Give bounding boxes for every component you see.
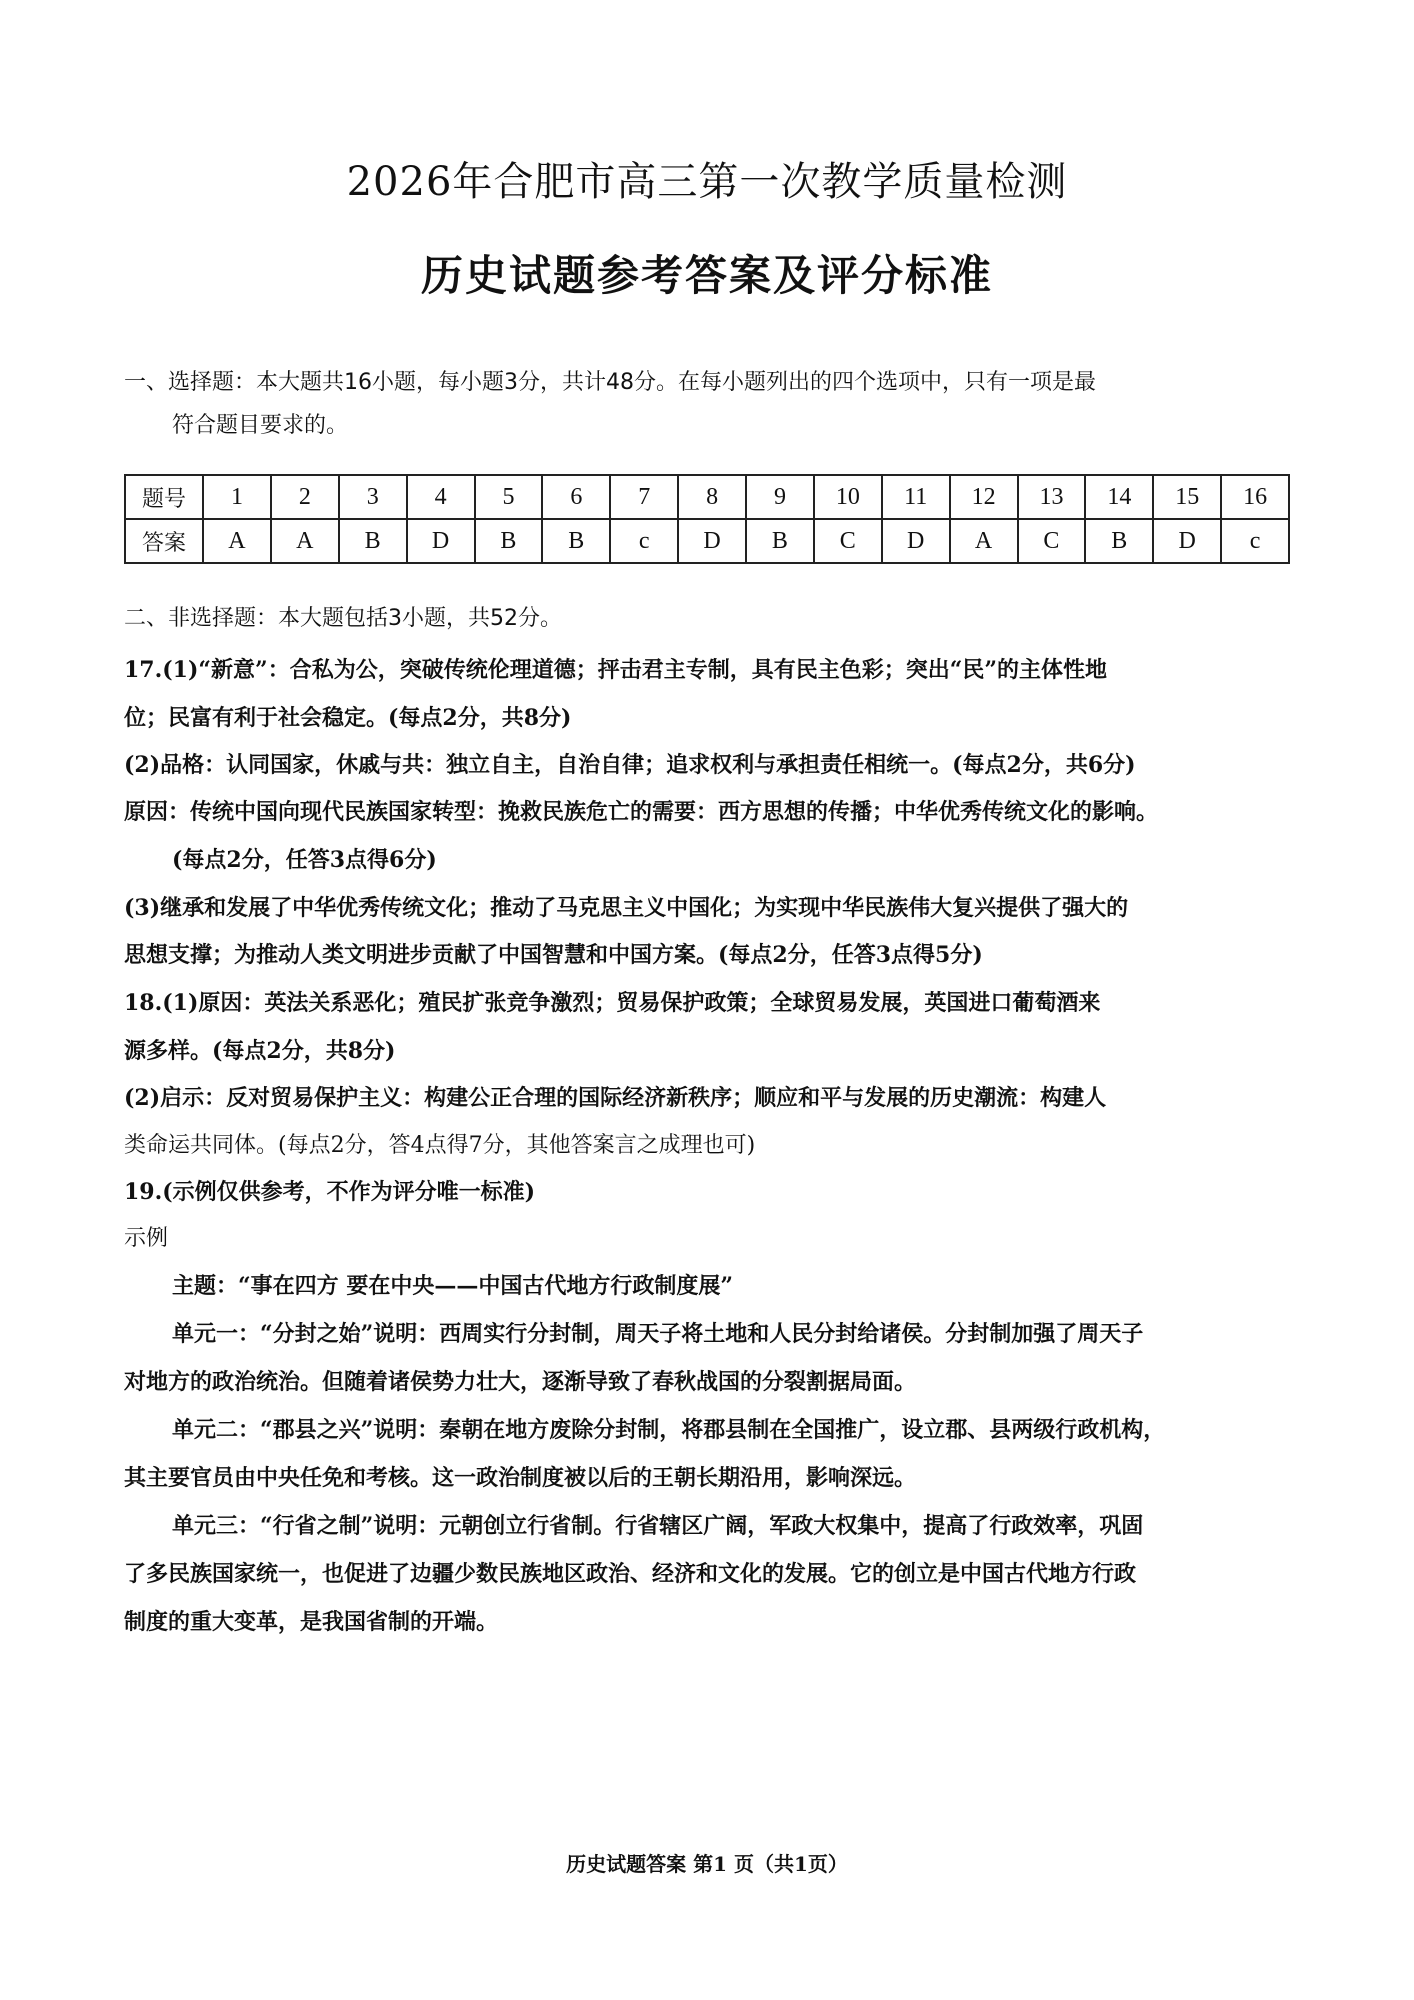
q17-line: 17.(1)“新意”：合私为公，突破传统伦理道德；抨击君主专制，具有民主色彩；突出“民”的主体性地 (124, 657, 1108, 683)
section1-intro: 一、选择题：本大题共16小题，每小题3分，共计48分。在每小题列出的四个选项中，只有一项是最 (124, 370, 1096, 395)
section2-intro: 二、非选择题：本大题包括3小题，共52分。 (124, 606, 562, 631)
q19-example-label: 示例 (124, 1226, 169, 1251)
answer-cell: B (746, 519, 814, 563)
question-number: 10 (814, 475, 882, 519)
q17-line: 位；民富有利于社会稳定。(每点2分，共8分) (124, 705, 572, 731)
answer-cell: B (1085, 519, 1153, 563)
question-number: 15 (1153, 475, 1221, 519)
answer-cell: A (203, 519, 271, 563)
question-number: 6 (542, 475, 610, 519)
question-number: 13 (1018, 475, 1086, 519)
q17-line: 思想支撑；为推动人类文明进步贡献了中国智慧和中国方案。(每点2分，任答3点得5分) (124, 942, 983, 968)
answer-cell: D (407, 519, 475, 563)
q19-unit-line: 单元二：“郡县之兴”说明：秦朝在地方废除分封制，将郡县制在全国推广，设立郡、县两级行政机构， (172, 1417, 1166, 1443)
q17-line: 原因：传统中国向现代民族国家转型：挽救民族危亡的需要：西方思想的传播；中华优秀传统文化的影响。 (124, 799, 1159, 825)
question-number: 11 (882, 475, 950, 519)
q17-line: (3)继承和发展了中华优秀传统文化；推动了马克思主义中国化；为实现中华民族伟大复兴提供了强大的 (124, 895, 1129, 921)
q19-unit-line: 对地方的政治统治。但随着诸侯势力壮大，逐渐导致了春秋战国的分裂割据局面。 (124, 1369, 917, 1395)
answer-table-number-row (125, 475, 1289, 519)
q17-line: (2)品格：认同国家，休戚与共：独立自主，自治自律；追求权利与承担责任相统一。(每点2分，共6分) (124, 752, 1136, 778)
q19-unit-line: 了多民族国家统一，也促进了边疆少数民族地区政治、经济和文化的发展。它的创立是中国古代地方行政 (124, 1561, 1137, 1587)
answer-cell: A (271, 519, 339, 563)
answer-cell: D (678, 519, 746, 563)
answer-cell: B (475, 519, 543, 563)
question-number: 2 (271, 475, 339, 519)
q17-line: (每点2分，任答3点得6分) (172, 847, 437, 873)
q19-theme: 主题：“事在四方 要在中央——中国古代地方行政制度展” (172, 1273, 733, 1299)
answer-cell: C (814, 519, 882, 563)
question-number: 12 (950, 475, 1018, 519)
q19-unit-line: 单元一：“分封之始”说明：西周实行分封制，周天子将土地和人民分封给诸侯。分封制加强了周天子 (172, 1321, 1144, 1347)
answer-cell: D (1153, 519, 1221, 563)
answer-cell: B (339, 519, 407, 563)
answer-table-answer-row (125, 519, 1289, 563)
q18-line: 类命运共同体。(每点2分，答4点得7分，其他答案言之成理也可) (124, 1133, 756, 1158)
q19-unit-line: 其主要官员由中央任免和考核。这一政治制度被以后的王朝长期沿用，影响深远。 (124, 1465, 917, 1491)
question-number: 4 (407, 475, 475, 519)
row-label-number: 题号 (125, 475, 203, 519)
answer-cell: C (1018, 519, 1086, 563)
exam-title: 2026年合肥市高三第一次教学质量检测 (346, 159, 1068, 205)
question-number: 1 (203, 475, 271, 519)
answer-table (124, 474, 1290, 564)
row-label-answer: 答案 (125, 519, 203, 563)
answer-cell: D (882, 519, 950, 563)
answer-cell: A (950, 519, 1018, 563)
q18-line: 18.(1)原因：英法关系恶化；殖民扩张竞争激烈；贸易保护政策；全球贸易发展，英国进口葡萄酒来 (124, 990, 1101, 1016)
question-number: 3 (339, 475, 407, 519)
question-number: 9 (746, 475, 814, 519)
page-footer: 历史试题答案 第1 页（共1页） (566, 1852, 848, 1876)
q18-line: (2)启示：反对贸易保护主义：构建公正合理的国际经济新秩序；顺应和平与发展的历史潮流：构建人 (124, 1085, 1107, 1111)
q19-line: 19.(示例仅供参考，不作为评分唯一标准) (124, 1179, 536, 1205)
question-number: 8 (678, 475, 746, 519)
q19-unit-line: 制度的重大变革，是我国省制的开端。 (124, 1609, 499, 1635)
page-title: 历史试题参考答案及评分标准 (420, 251, 993, 300)
answer-cell: c (1221, 519, 1289, 563)
question-number: 5 (475, 475, 543, 519)
question-number: 14 (1085, 475, 1153, 519)
q19-unit-line: 单元三：“行省之制”说明：元朝创立行省制。行省辖区广阔，军政大权集中，提高了行政效率，巩固 (172, 1513, 1144, 1539)
question-number: 16 (1221, 475, 1289, 519)
q18-line: 源多样。(每点2分，共8分) (124, 1038, 396, 1064)
answer-cell: B (542, 519, 610, 563)
section1-intro-cont: 符合题目要求的。 (172, 413, 349, 438)
question-number: 7 (610, 475, 678, 519)
answer-cell: c (610, 519, 678, 563)
